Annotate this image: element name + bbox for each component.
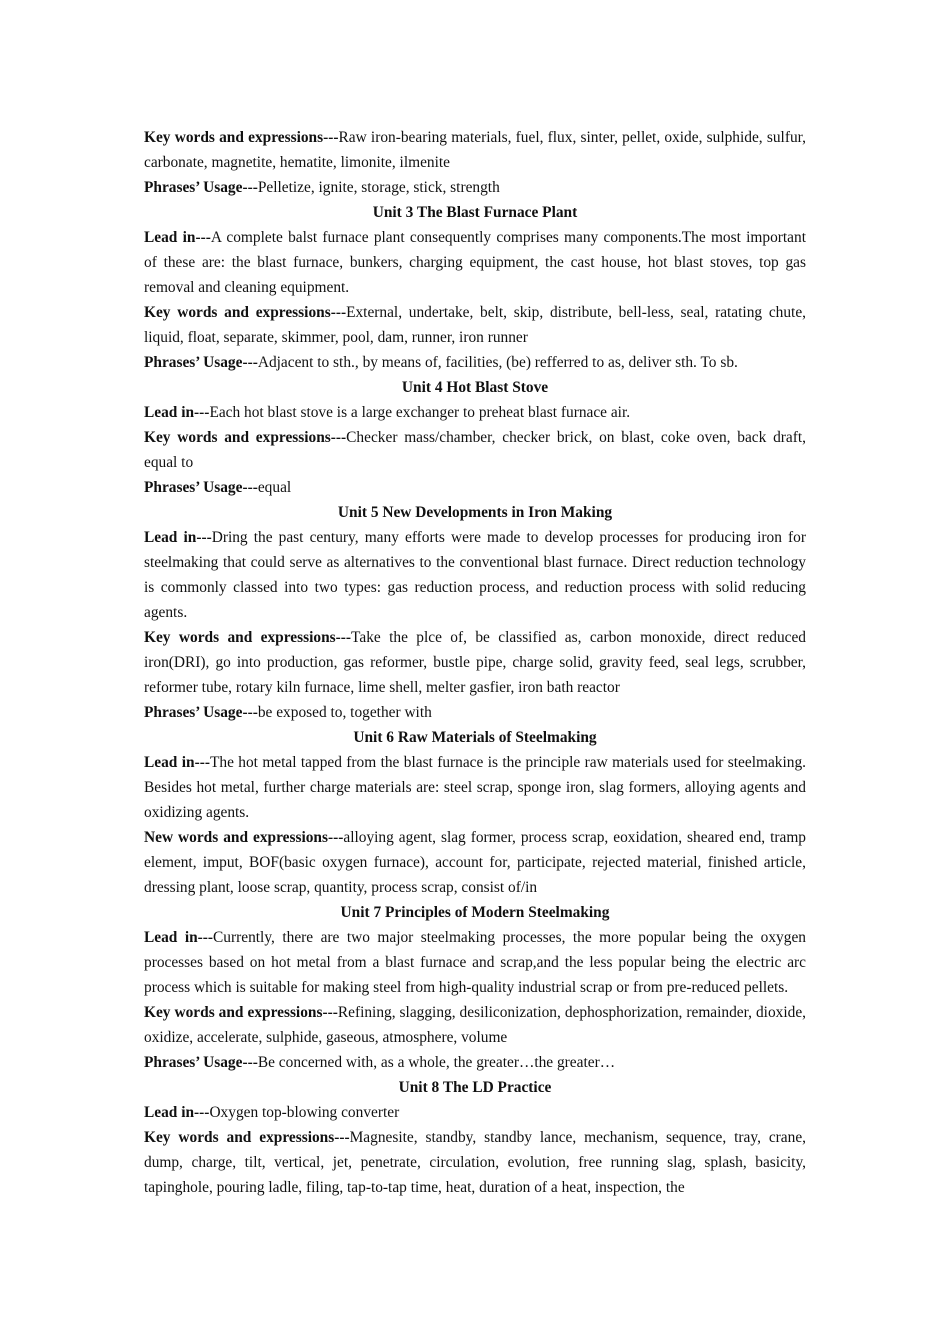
unit2-key-words: Key words and expressions---Raw iron-bearing materials, fuel, flux, sinter, pellet, oxide, sulphide, sulfur, carbonate, magnetite, hematite, limonite, ilmenite <box>144 129 806 171</box>
unit3-phrases: Phrases’ Usage---Adjacent to sth., by means of, facilities, (be) refferred to as, deliver sth. To sb. <box>144 354 738 371</box>
unit8-key-words: Key words and expressions---Magnesite, standby, standby lance, mechanism, sequence, tray, crane, dump, charge, tilt, vertical, jet, penetrate, circulation, evolution, free running slag, splash, basicity, tapinghole, pouring ladle, filing, tap-to-tap time, heat, duration of a heat, inspection, the <box>144 1129 806 1196</box>
unit6-new-words: New words and expressions---alloying agent, slag former, process scrap, eoxidation, sheared end, tramp element, imput, BOF(basic oxygen furnace), account for, participate, rejected material, finished article, dressing plant, loose scrap, quantity, process scrap, consist of/in <box>144 829 806 896</box>
unit5-phrases: Phrases’ Usage---be exposed to, together with <box>144 704 432 721</box>
document-page <box>144 125 806 1200</box>
unit8-title: Unit 8 The LD Practice <box>398 1079 552 1096</box>
unit7-lead-in: Lead in---Currently, there are two major steelmaking processes, the more popular being the oxygen processes based on hot metal from a blast furnace and scrap,and the less popular being the electric arc process which is suitable for making steel from high-quality industrial scrap or from pre-reduced pellets. <box>144 929 806 996</box>
unit6-title: Unit 6 Raw Materials of Steelmaking <box>353 729 597 746</box>
unit7-title: Unit 7 Principles of Modern Steelmaking <box>340 904 610 921</box>
unit8-lead-in: Lead in---Oxygen top-blowing converter <box>144 1104 400 1121</box>
unit4-phrases: Phrases’ Usage---equal <box>144 479 292 496</box>
unit6-lead-in: Lead in---The hot metal tapped from the blast furnace is the principle raw materials used for steelmaking. Besides hot metal, further charge materials are: steel scrap, sponge iron, slag formers, alloying agents and oxidizing agents. <box>144 754 806 821</box>
unit3-title: Unit 3 The Blast Furnace Plant <box>372 204 578 221</box>
unit3-lead-in: Lead in---A complete balst furnace plant consequently comprises many components.The most important of these are: the blast furnace, bunkers, charging equipment, the cast house, hot blast stoves, top gas removal and cleaning equipment. <box>144 229 806 296</box>
unit7-phrases: Phrases’ Usage---Be concerned with, as a whole, the greater…the greater… <box>144 1054 616 1071</box>
unit5-key-words: Key words and expressions---Take the plce of, be classified as, carbon monoxide, direct reduced iron(DRI), go into production, gas reformer, bustle pipe, charge solid, gravity feed, seal legs, scrubber, reformer tube, rotary kiln furnace, lime shell, melter gasfier, iron bath reactor <box>144 629 806 696</box>
unit5-lead-in: Lead in---Dring the past century, many efforts were made to develop processes for producing iron for steelmaking that could serve as alternatives to the conventional blast furnace. Direct reduction technology is commonly classed into two types: gas reduction process, and reduction process with solid reducing agents. <box>144 529 806 621</box>
unit5-title: Unit 5 New Developments in Iron Making <box>337 504 613 521</box>
unit4-title: Unit 4 Hot Blast Stove <box>401 379 549 396</box>
unit3-key-words: Key words and expressions---External, undertake, belt, skip, distribute, bell-less, seal, ratating chute, liquid, float, separate, skimmer, pool, dam, runner, iron runner <box>144 304 806 346</box>
unit7-key-words: Key words and expressions---Refining, slagging, desiliconization, dephosphorization, remainder, dioxide, oxidize, accelerate, sulphide, gaseous, atmosphere, volume <box>144 1004 806 1046</box>
unit4-lead-in: Lead in---Each hot blast stove is a large exchanger to preheat blast furnace air. <box>144 404 631 421</box>
unit2-phrases: Phrases’ Usage---Pelletize, ignite, storage, stick, strength <box>144 179 500 196</box>
unit4-key-words: Key words and expressions---Checker mass/chamber, checker brick, on blast, coke oven, back draft, equal to <box>144 429 807 471</box>
